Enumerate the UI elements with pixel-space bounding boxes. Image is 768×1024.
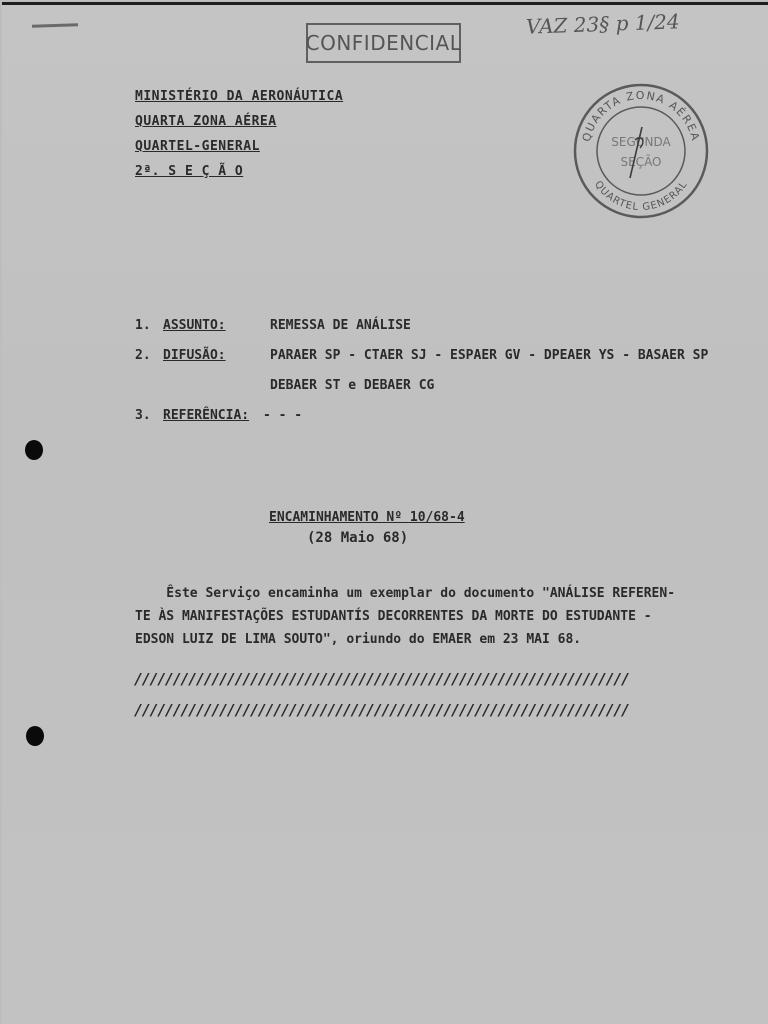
forwarding-title: ENCAMINHAMENTO Nº 10/68-4 [269,510,465,525]
body-line-1: Êste Serviço encaminha um exemplar do documento "ANÁLISE REFEREN- [135,586,676,601]
field-label: ASSUNTO: [163,318,226,333]
field-value: REMESSA DE ANÁLISE [270,318,411,333]
field-value: DEBAER ST e DEBAER CG [270,378,435,393]
corner-mark [32,23,78,28]
seal-bottom-text: QUARTEL GENERAL [592,179,690,214]
scan-top-edge [2,2,768,5]
field-label: DIFUSÃO: [163,348,226,363]
org-line-ministry: MINISTÉRIO DA AERONÁUTICA [135,89,344,104]
classification-stamp [306,23,461,63]
seal-top-text: QUARTA ZONA AÉREA [579,88,703,144]
body-line-2: TE ÀS MANIFESTAÇÕES ESTUDANTÍS DECORRENTES DA MORTE DO ESTUDANTE - [135,609,652,624]
separator-line-2: //////////////////////////////////////////////////////////////// [134,701,629,719]
field-number: 2. [135,348,151,363]
field-label: REFERÊNCIA: [163,408,250,423]
document-page [2,2,768,1024]
forwarding-date: (28 Maio 68) [307,530,409,546]
field-number: 1. [135,318,151,333]
handwritten-reference: VAZ 23§ p 1/24 [525,9,681,39]
punch-hole-top [25,440,43,460]
org-line-section: 2ª. S E Ç Ã O [135,164,244,179]
field-value: PARAER SP - CTAER SJ - ESPAER GV - DPEAER YS - BASAER SP [270,348,709,363]
field-number: 3. [135,408,151,423]
seal-inner-line-2: SEÇÃO [620,155,662,169]
body-paragraph [135,582,747,651]
org-line-zone: QUARTA ZONA AÉREA [135,114,277,129]
seal-stamp [572,82,710,220]
field-value: - - - [263,408,303,423]
punch-hole-bottom [26,726,44,746]
org-line-hq: QUARTEL-GENERAL [135,139,260,154]
organization-header [135,84,343,184]
classification-label: CONFIDENCIAL [305,31,462,55]
seal-inner-line-1: SEGUNDA [611,135,671,149]
body-line-3: EDSON LUIZ DE LIMA SOUTO", oriundo do EMAER em 23 MAI 68. [135,632,582,647]
separator-line-1: //////////////////////////////////////////////////////////////// [134,670,629,688]
